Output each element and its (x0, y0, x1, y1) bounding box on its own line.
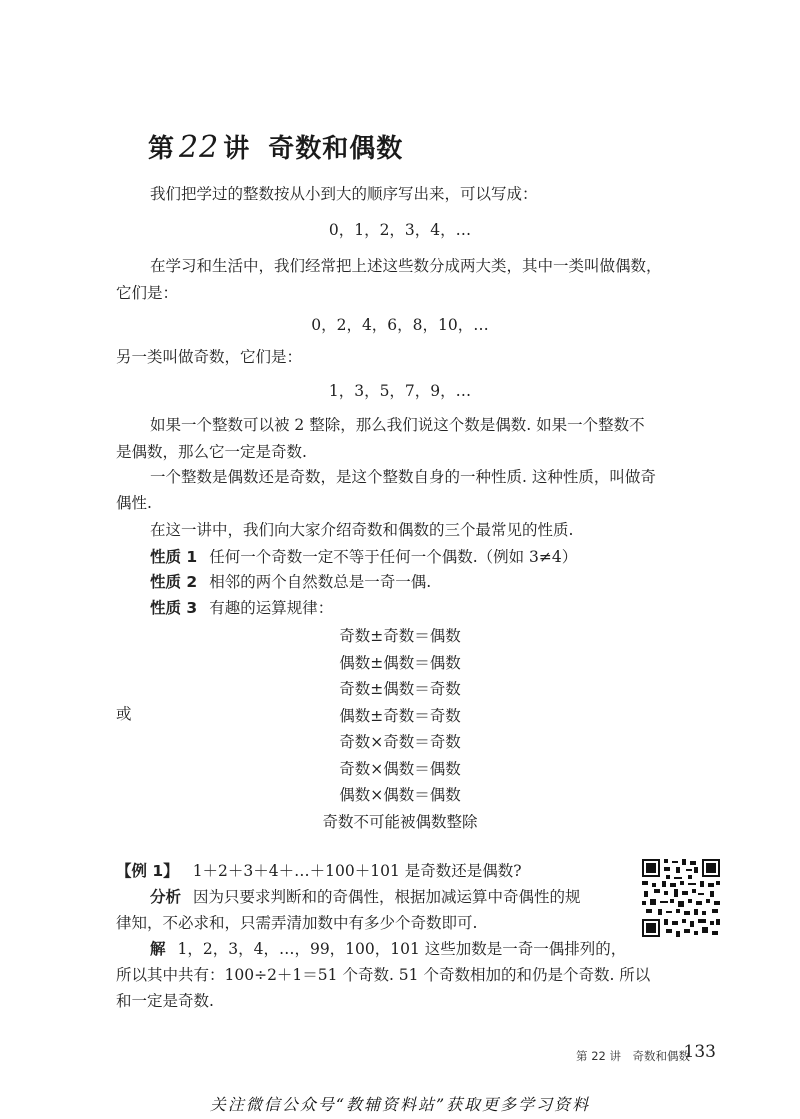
watermark-text: 关注微信公众号“教辅资料站”获取更多学习资料 (209, 1095, 591, 1114)
intro-paragraph-5-line-1: 一个整数是偶数还是奇数，是这个整数自身的一种性质. 这种性质，叫做奇 (150, 468, 656, 486)
property-1-label: 性质 1 (150, 548, 198, 566)
example-solution-line-3: 和一定是奇数. (116, 992, 214, 1010)
analysis-label: 分析 (150, 888, 182, 906)
rule-line: 偶数×偶数＝偶数 (339, 786, 461, 804)
chapter-number: 22 (179, 130, 220, 165)
property-3-label: 性质 3 (150, 599, 198, 617)
property-3 (150, 594, 333, 623)
example-1-question-text: 1＋2＋3＋4＋…＋100＋101 是奇数还是偶数? (192, 862, 522, 880)
chapter-title-suffix: 讲 (223, 134, 251, 164)
example-analysis-line-1 (150, 883, 581, 912)
example-1-question (116, 857, 522, 886)
sequence-even: 0，2，4，6，8，10，… (311, 316, 489, 334)
property-2-text: 相邻的两个自然数总是一奇一偶. (209, 573, 432, 591)
intro-paragraph-2-line-1: 在学习和生活中，我们经常把上述这些数分成两大类，其中一类叫做偶数， (150, 257, 662, 275)
chapter-title-prefix: 第 (148, 134, 176, 164)
qr-code-icon[interactable] (640, 857, 722, 939)
property-1-text: 任何一个奇数一定不等于任何一个偶数.（例如 3≠4） (209, 548, 578, 566)
rule-line: 奇数×偶数＝偶数 (339, 759, 461, 778)
rule-line: 偶数±偶数＝偶数 (339, 653, 461, 672)
rule-line: 奇数±偶数＝奇数 (339, 680, 461, 698)
intro-paragraph-2-line-2: 它们是： (116, 284, 179, 302)
intro-paragraph-5-line-2: 偶性. (116, 494, 152, 512)
sequence-all: 0，1，2，3，4，… (328, 221, 472, 239)
analysis-text-1: 因为只要求判断和的奇偶性，根据加减运算中奇偶性的规 (193, 888, 581, 906)
example-solution-line-1 (150, 935, 626, 964)
intro-paragraph-6: 在这一讲中，我们向大家介绍奇数和偶数的三个最常见的性质. (150, 521, 574, 539)
chapter-title (148, 128, 403, 165)
or-word: 或 (116, 705, 132, 723)
intro-paragraph-4-line-2: 是偶数，那么它一定是奇数. (116, 443, 307, 461)
parity-rules (0, 623, 800, 835)
rule-line: 偶数±奇数＝奇数 (339, 706, 461, 725)
sequence-odd: 1，3，5，7，9，… (328, 382, 472, 400)
example-analysis-line-2: 律知，不必求和，只需弄清加数中有多少个奇数即可. (116, 914, 478, 932)
footer-chapter-label: 第 22 讲 奇数和偶数 (576, 1049, 690, 1063)
intro-paragraph-4-line-1: 如果一个整数可以被 2 整除，那么我们说这个数是偶数. 如果一个整数不 (150, 416, 645, 434)
property-2-label: 性质 2 (150, 573, 198, 591)
rule-line: 奇数±奇数＝偶数 (339, 627, 461, 645)
example-1-label: 【例 1】 (116, 862, 179, 880)
property-2 (150, 568, 431, 597)
intro-paragraph-3: 另一类叫做奇数，它们是： (116, 348, 303, 366)
page-number: 133 (683, 1042, 716, 1062)
rule-line: 奇数×奇数＝奇数 (339, 733, 461, 751)
intro-paragraph-1: 我们把学过的整数按从小到大的顺序写出来，可以写成： (150, 185, 538, 203)
solution-text-1: 1，2，3，4，…，99，100，101 这些加数是一奇一偶排列的， (177, 940, 627, 958)
example-solution-line-2: 所以其中共有：100÷2＋1＝51 个奇数. 51 个奇数相加的和仍是个奇数. 所以 (116, 966, 651, 984)
rule-line: 奇数不可能被偶数整除 (322, 812, 478, 831)
property-3-text: 有趣的运算规律： (209, 599, 334, 617)
chapter-name: 奇数和偶数 (268, 134, 404, 164)
solution-label: 解 (150, 940, 166, 958)
